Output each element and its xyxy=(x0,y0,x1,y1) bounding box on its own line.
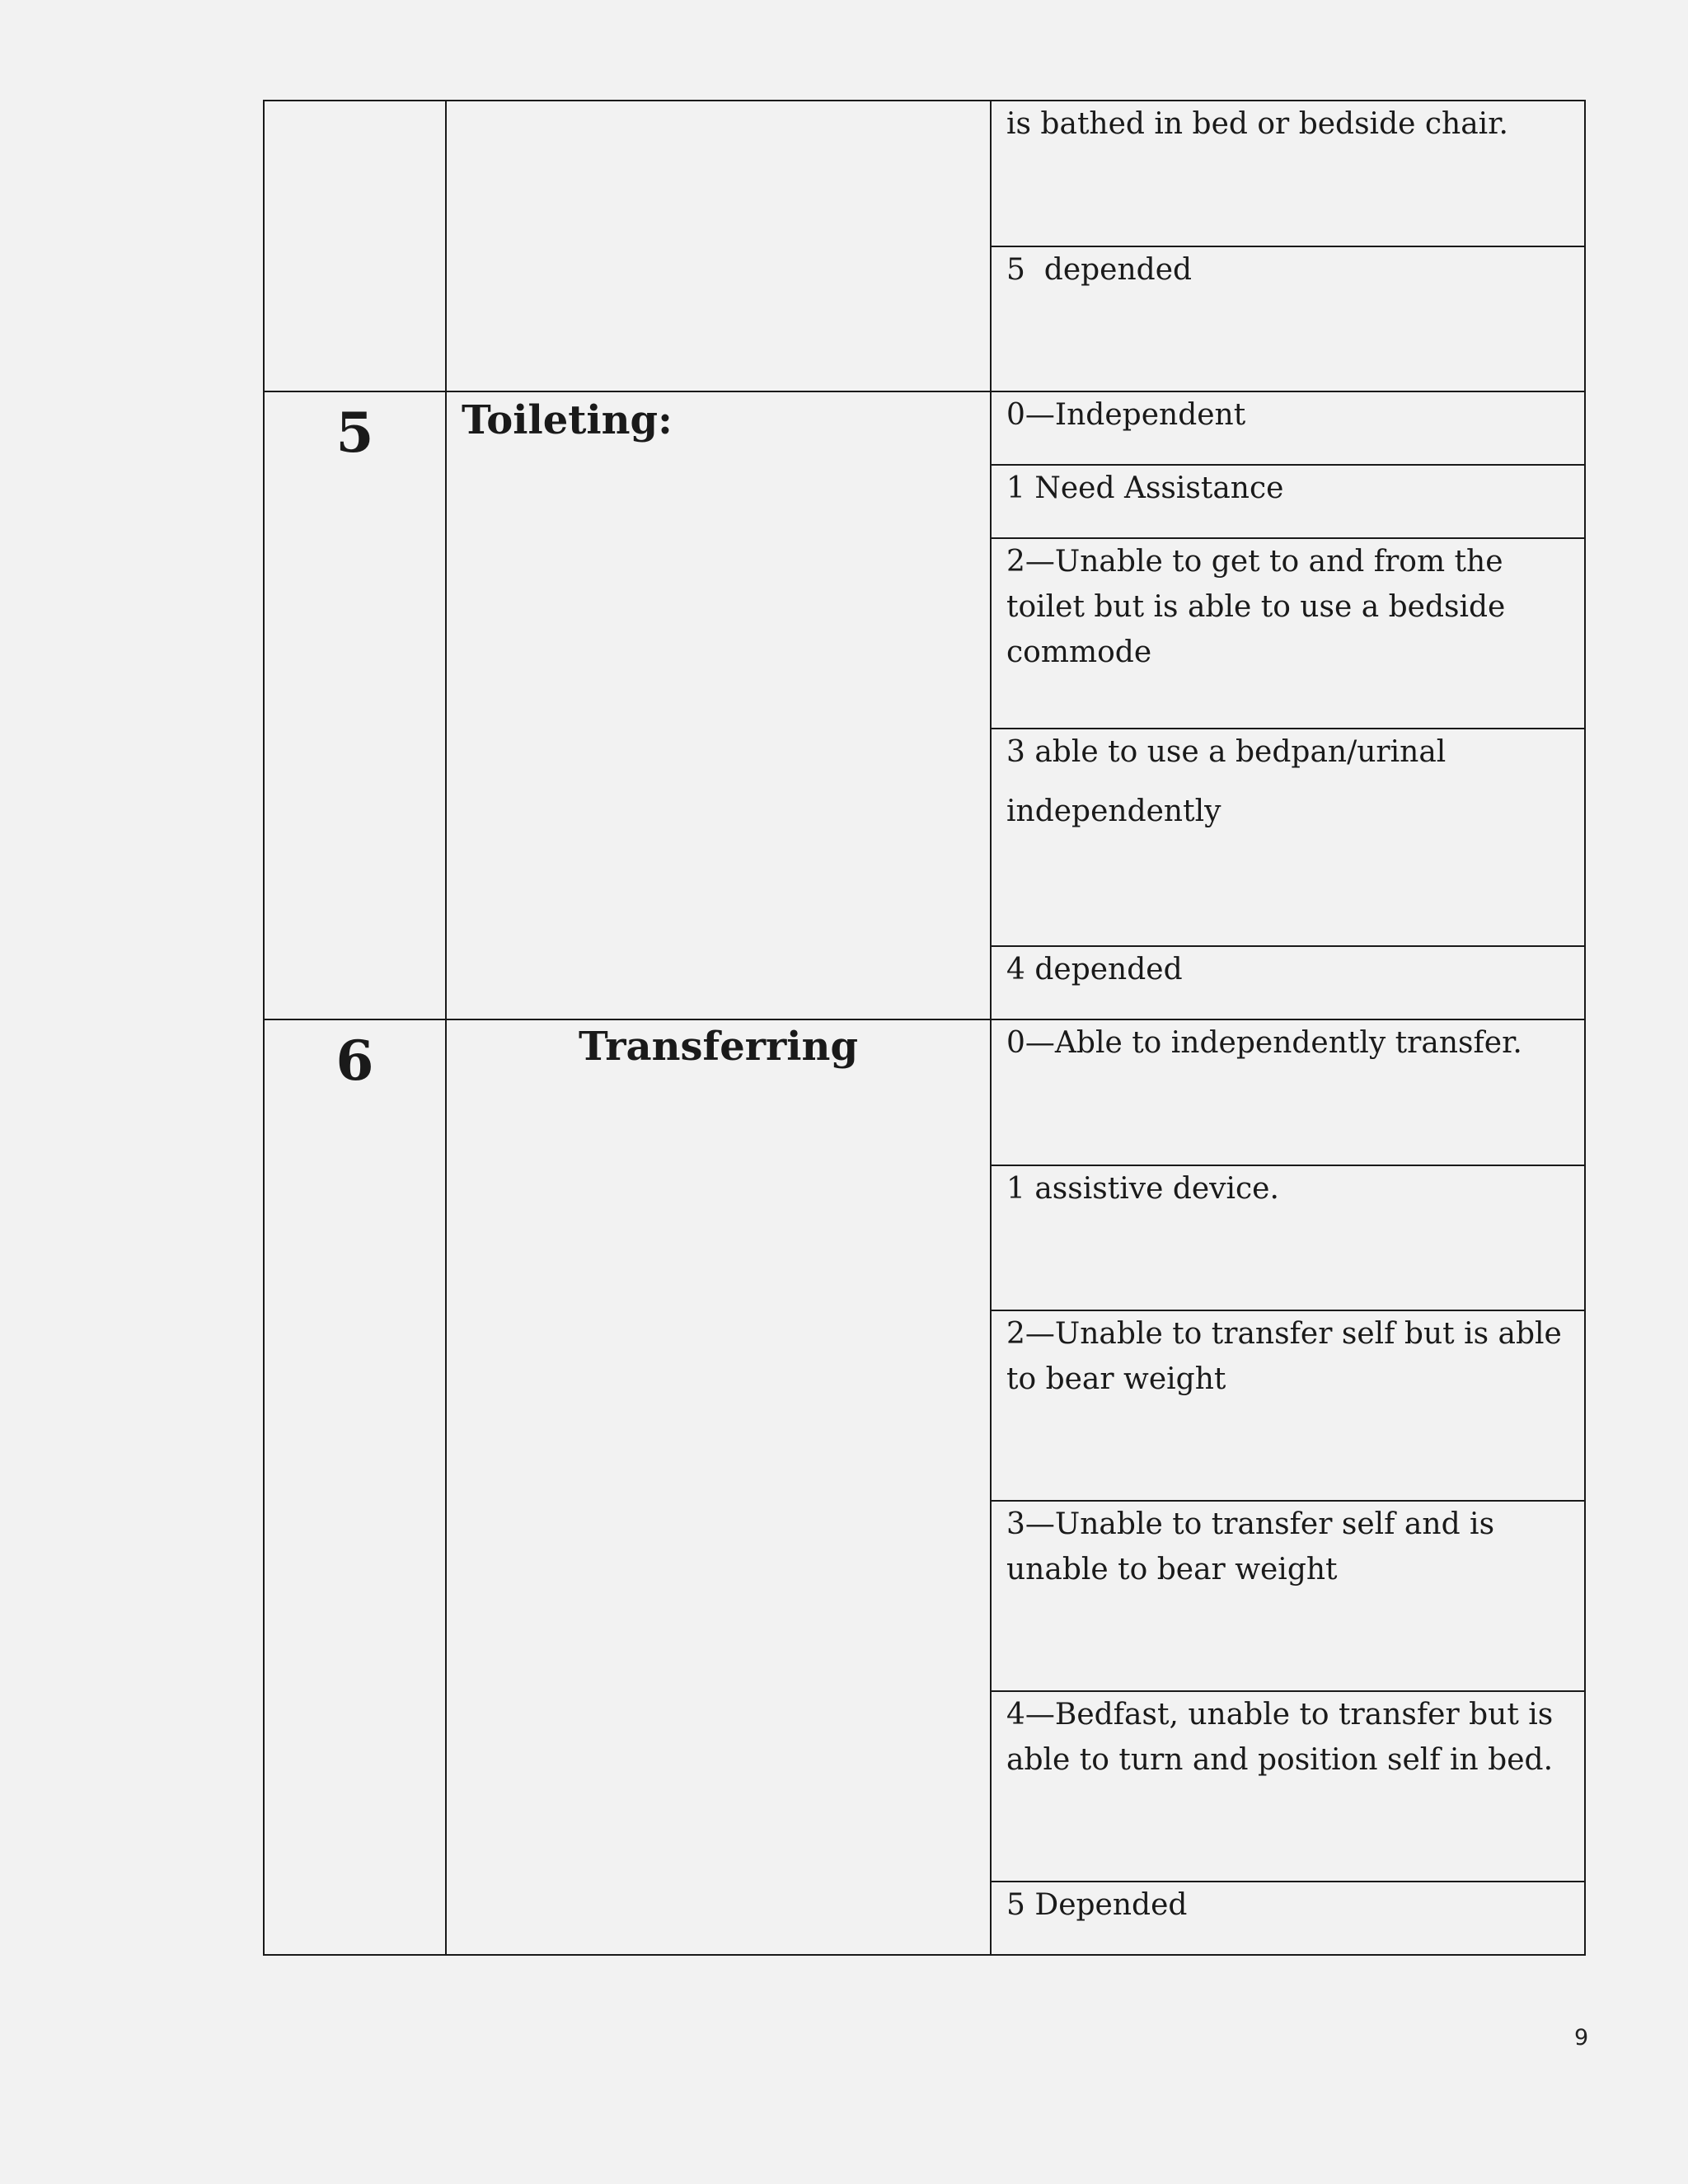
option-text: 2—Unable to transfer self but is able to bear weight xyxy=(1006,1317,1572,1396)
page-number: 9 xyxy=(1574,2025,1589,2050)
option-text: 5 Depended xyxy=(1006,1888,1188,1922)
option-text: 1 assistive device. xyxy=(1006,1172,1279,1206)
option-cell xyxy=(991,538,1585,729)
option-text: is bathed in bed or bedside chair. xyxy=(1006,107,1508,141)
assessment-table xyxy=(263,100,1584,1956)
section-number: 5 xyxy=(335,401,374,465)
option-cell xyxy=(991,1501,1585,1691)
section-number-cell xyxy=(264,1019,446,1955)
continued-number-cell xyxy=(264,101,446,391)
option-cell xyxy=(991,1019,1585,1165)
option-cell xyxy=(991,946,1585,1019)
option-text: 4—Bedfast, unable to transfer but is able to turn and position self in bed. xyxy=(1006,1698,1563,1777)
section-category-cell xyxy=(446,1019,991,1955)
section-number-cell xyxy=(264,391,446,1019)
section-category-cell xyxy=(446,391,991,1019)
option-cell xyxy=(991,1882,1585,1955)
option-cell xyxy=(991,391,1585,465)
section-title: Transferring xyxy=(579,1024,858,1070)
option-cell xyxy=(991,1310,1585,1501)
option-text: 5 depended xyxy=(1006,253,1193,287)
option-text: 0—Independent xyxy=(1006,398,1246,432)
option-cell xyxy=(991,1691,1585,1882)
section-title: Toileting: xyxy=(462,397,673,443)
option-cell xyxy=(991,246,1585,391)
option-cell xyxy=(991,1165,1585,1310)
option-text: 1 Need Assistance xyxy=(1006,471,1284,505)
option-text: 2—Unable to get to and from the toilet but is able to use a bedside commode xyxy=(1006,545,1515,669)
option-text: 3—Unable to transfer self and is unable to bear weight xyxy=(1006,1507,1504,1586)
option-text: 4 depended xyxy=(1006,953,1183,987)
option-cell xyxy=(991,729,1585,946)
option-cell xyxy=(991,465,1585,538)
option-cell xyxy=(991,101,1585,246)
option-text: independently xyxy=(1006,794,1221,828)
section-number: 6 xyxy=(335,1029,374,1093)
option-text: 0—Able to independently transfer. xyxy=(1006,1026,1522,1060)
option-text: 3 able to use a bedpan/urinal xyxy=(1006,735,1447,769)
continued-category-cell xyxy=(446,101,991,391)
